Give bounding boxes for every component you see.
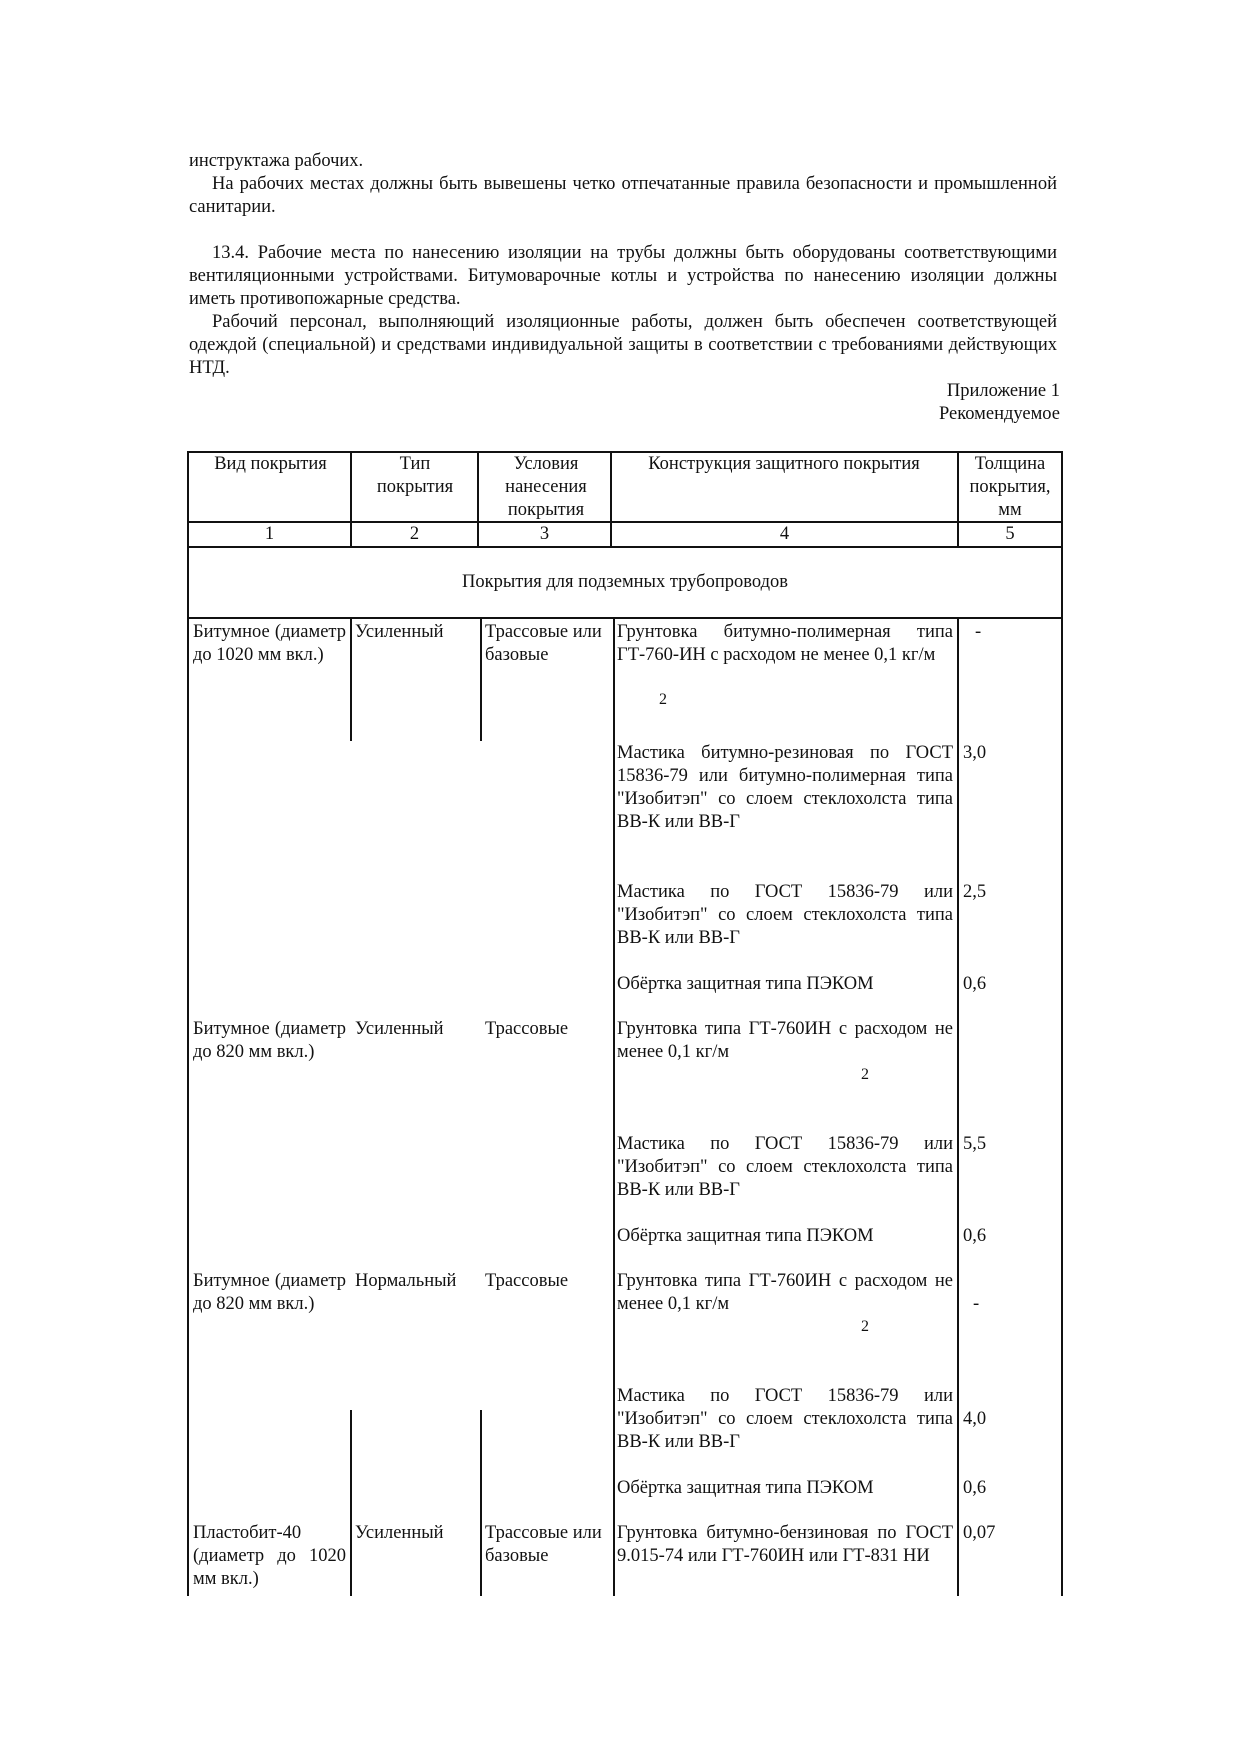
col-divider-1-body: [350, 617, 352, 741]
col-number-3: 3: [539, 524, 550, 544]
row1-type: Усиленный: [355, 622, 444, 642]
row2-type: Усиленный: [355, 1019, 444, 1039]
row4-type: Усиленный: [355, 1523, 444, 1543]
paragraph-4: Рабочий персонал, выполняющий изоляционные работы, должен быть обеспечен соответствующей одеждой (специальной) и средствами индивидуальной защиты в соответствии с требованиями действующих НТД.: [189, 312, 1057, 378]
row2-layer2: Мастика по ГОСТ 15836-79 или "Изобитэп" со слоем стеклохолста типа ВВ-К или ВВ-Г: [617, 1134, 953, 1200]
row1-layer3: Мастика по ГОСТ 15836-79 или "Изобитэп" со слоем стеклохолста типа ВВ-К или ВВ-Г: [617, 882, 953, 948]
header-type: Тип покрытия: [376, 454, 454, 497]
row3-kind: Битумное (диаметр до 820 мм вкл.): [193, 1271, 346, 1314]
table-border-right: [1061, 451, 1063, 1596]
row3-layer2: Мастика по ГОСТ 15836-79 или "Изобитэп" со слоем стеклохолста типа ВВ-К или ВВ-Г: [617, 1386, 953, 1452]
row2-conditions: Трассовые: [485, 1019, 569, 1039]
row4-layer1: Грунтовка битумно-бензиновая по ГОСТ 9.015-74 или ГТ-760ИН или ГТ-831 НИ: [617, 1523, 953, 1566]
col-number-5: 5: [1005, 524, 1015, 544]
row1-layer4: Обёртка защитная типа ПЭКОМ: [617, 974, 874, 994]
row2-layer1: Грунтовка типа ГТ-760ИН с расходом не менее 0,1 кг/м: [617, 1019, 953, 1062]
table-border-left: [187, 451, 189, 1596]
appendix-label: [939, 380, 1060, 426]
appendix-status: Рекомендуемое: [938, 404, 1060, 424]
row1-layer1-unit-power: 2: [659, 691, 667, 708]
row3-layer3: Обёртка защитная типа ПЭКОМ: [617, 1478, 874, 1498]
row3-layer2-thickness: 4,0: [963, 1409, 987, 1429]
row3-layer1: Грунтовка типа ГТ-760ИН с расходом не менее 0,1 кг/м: [617, 1271, 953, 1314]
row2-layer3-thickness: 0,6: [963, 1226, 987, 1246]
header-kind: Вид покрытия: [214, 454, 327, 474]
row2-kind: Битумное (диаметр до 820 мм вкл.): [193, 1019, 346, 1062]
row3-type: Нормальный: [355, 1271, 457, 1291]
row3-conditions: Трассовые: [485, 1271, 569, 1291]
col-number-4: 4: [779, 524, 790, 544]
row1-layer2: Мастика битумно-резиновая по ГОСТ 15836-79 или битумно-полимерная типа "Изобитэп" со слоем стеклохолста типа ВВ-К или ВВ-Г: [617, 743, 953, 832]
row2-layer2-thickness: 5,5: [963, 1134, 987, 1154]
row1-layer2-thickness: 3,0: [963, 743, 987, 763]
header-conditions: Условия нанесения покрытия: [505, 454, 587, 520]
col-number-1: 1: [264, 524, 275, 544]
header-construction: Конструкция защитного покрытия: [648, 454, 920, 474]
row1-layer4-thickness: 0,6: [963, 974, 987, 994]
row4-layer1-thickness: 0,07: [963, 1523, 996, 1543]
row1-conditions: Трассовые или базовые: [485, 622, 602, 665]
col-divider-4-body: [957, 617, 959, 1596]
row1-layer1-thickness: -: [975, 622, 982, 642]
row4-kind: Пластобит-40 (диаметр до 1020 мм вкл.): [193, 1523, 346, 1589]
section-title: Покрытия для подземных трубопроводов: [462, 572, 788, 592]
row3-layer1-thickness: -: [973, 1294, 980, 1314]
row1-kind: Битумное (диаметр до 1020 мм вкл.): [193, 622, 346, 665]
col-divider-2-body: [480, 617, 482, 741]
paragraph-2: На рабочих местах должны быть вывешены четко отпечатанные правила безопасности и промышленной санитарии.: [189, 174, 1057, 217]
row4-conditions: Трассовые или базовые: [485, 1523, 602, 1566]
appendix-number: Приложение 1: [946, 381, 1060, 401]
row2-layer3: Обёртка защитная типа ПЭКОМ: [617, 1226, 874, 1246]
table-colnum-divider: [187, 546, 1063, 548]
row3-layer3-thickness: 0,6: [963, 1478, 987, 1498]
row1-layer3-thickness: 2,5: [963, 882, 987, 902]
row2-layer1-unit-power: 2: [861, 1066, 869, 1083]
col-divider-2-body-b: [480, 1410, 482, 1596]
col-number-2: 2: [409, 524, 420, 544]
paragraph-3: 13.4. Рабочие места по нанесению изоляции на трубы должны быть оборудованы соответствующими вентиляционными устройствами. Битумоварочные котлы и устройства по нанесению изоляции должны иметь противопожарные средства.: [189, 243, 1057, 309]
col-divider-1-body-b: [350, 1410, 352, 1596]
table-section-divider: [187, 617, 1063, 619]
paragraph-1: инструктажа рабочих.: [189, 151, 364, 171]
row3-layer1-unit-power: 2: [861, 1318, 869, 1335]
coating-table: [187, 451, 1063, 1596]
header-thickness: Толщина покрытия, мм: [969, 454, 1051, 520]
col-divider-3-body: [613, 617, 615, 1596]
row1-layer1: Грунтовка битумно-полимерная типа ГТ-760-ИН с расходом не менее 0,1 кг/м: [617, 622, 953, 665]
